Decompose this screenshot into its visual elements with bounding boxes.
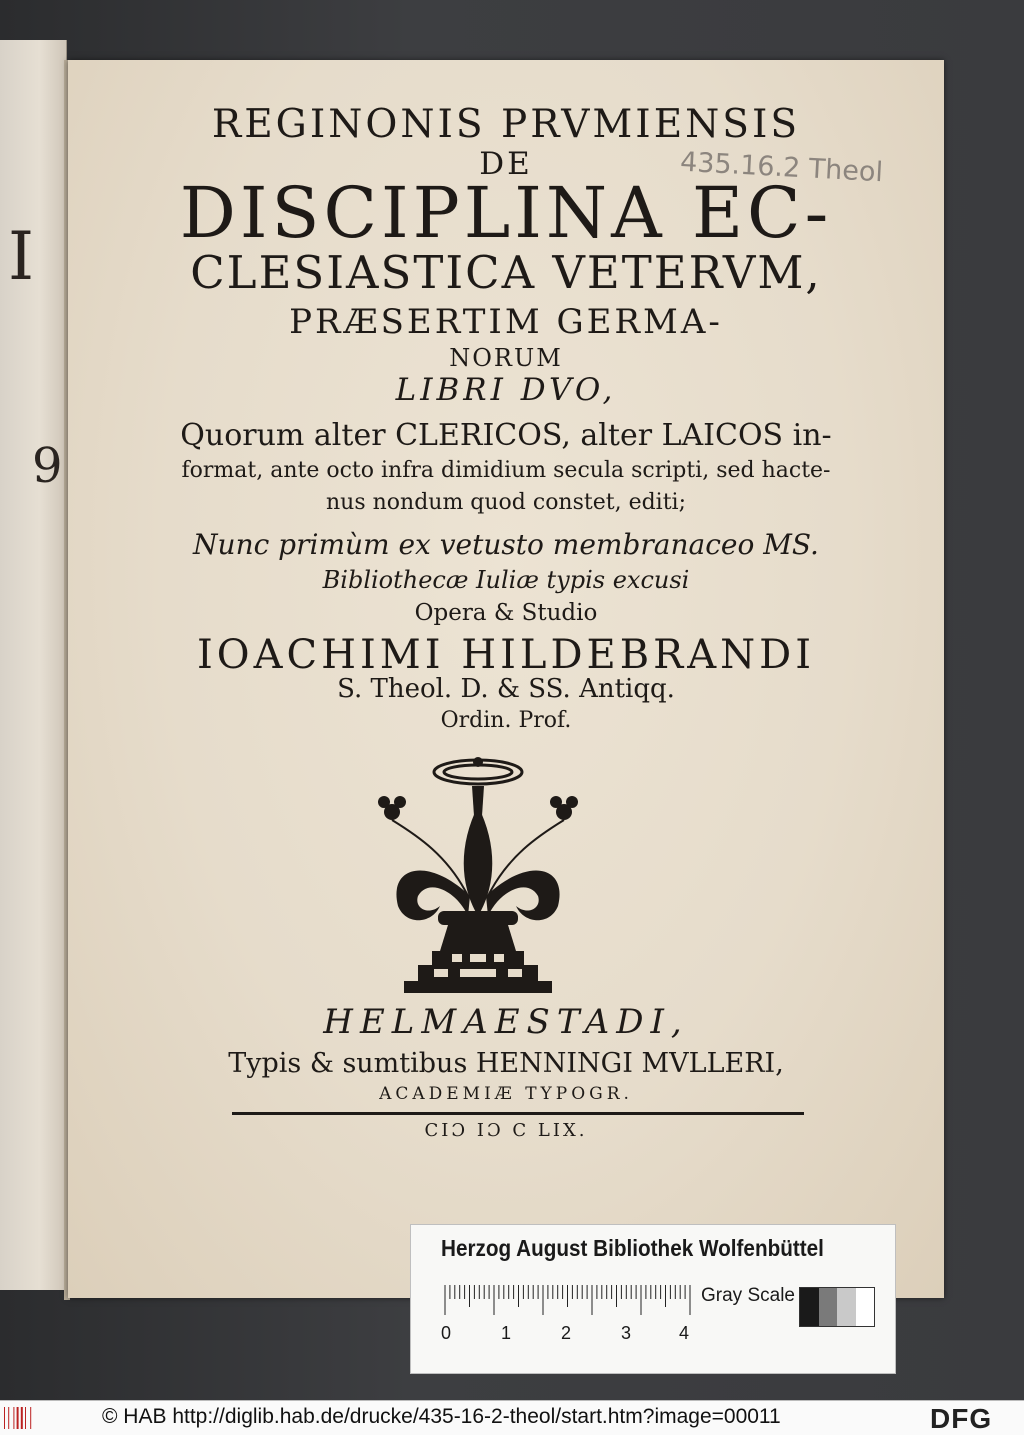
ruler-number: 2 [561, 1323, 572, 1343]
ruler-scale [443, 1283, 693, 1323]
barcode-bar [17, 1407, 19, 1429]
title-page [68, 60, 944, 1298]
description-line-2: format, ante octo infra dimidium secula scripti, sed hacte- [181, 458, 831, 483]
edition-line-2: Bibliothecæ Iuliæ typis excusi [322, 566, 690, 594]
description-line-1: Quorum alter CLERICOS, alter LAICOS in- [180, 418, 832, 453]
imprint-rule [232, 1112, 804, 1115]
editor-title-2: Ordin. Prof. [440, 708, 572, 733]
ruler-number: 4 [679, 1323, 690, 1343]
shelfmark-handwritten: 435.16.2 Theol [679, 146, 884, 189]
ruler-number: 0 [441, 1323, 452, 1343]
facing-page-glyph: 9 [32, 438, 63, 494]
gray-scale-swatch [799, 1287, 875, 1327]
barcode-icon [4, 1407, 36, 1429]
barcode-bar [25, 1407, 26, 1429]
ruler-number: 3 [621, 1323, 632, 1343]
description-line-3: nus nondum quod constet, editi; [325, 490, 687, 515]
imprint-place: HELMAESTADI, [323, 1002, 689, 1042]
gray-patch [856, 1288, 875, 1326]
barcode-bar [4, 1407, 5, 1429]
dfg-logo: DFG [930, 1403, 993, 1434]
barcode-bar [8, 1407, 9, 1429]
editor-name: IOACHIMI HILDEBRANDI [196, 632, 816, 678]
gray-scale-label: Gray Scale [701, 1285, 795, 1306]
title-main: DISCIPLINA EC- [179, 172, 833, 254]
imprint-role: ACADEMIÆ TYPOGR. [379, 1084, 633, 1104]
imprint-date: CIƆ IƆ C LIX. [424, 1120, 588, 1141]
barcode-bar [30, 1407, 31, 1429]
printers-device-ornament [348, 746, 608, 996]
color-calibration-strip [410, 1224, 896, 1374]
copyright-url[interactable]: © HAB http://diglib.hab.de/drucke/435-16-2-theol/start.htm?image=00011 [102, 1405, 781, 1428]
imprint-printer: Typis & sumtibus HENNINGI MVLLERI, [228, 1048, 784, 1079]
author-line: REGINONIS PRVMIENSIS [211, 102, 801, 147]
books-count-line: LIBRI DVO, [395, 372, 617, 408]
editor-intro: Opera & Studio [414, 600, 598, 626]
gray-patch [837, 1288, 856, 1326]
gray-patch [800, 1288, 819, 1326]
title-preposition: DE [479, 146, 533, 182]
gray-patch [819, 1288, 838, 1326]
title-line-2: CLESIASTICA VETERVM, [190, 246, 822, 299]
library-name: Herzog August Bibliothek Wolfenbüttel [441, 1235, 824, 1261]
title-line-4: NORUM [449, 344, 563, 372]
title-line-3: PRÆSERTIM GERMA- [289, 302, 723, 342]
ruler-number: 1 [501, 1323, 512, 1343]
footer-bar [0, 1400, 1024, 1435]
barcode-bar [21, 1407, 23, 1429]
editor-title-1: S. Theol. D. & SS. Antiqq. [337, 674, 675, 704]
edition-line-1: Nunc primùm ex vetusto membranaceo MS. [193, 528, 819, 561]
facing-page-edge [0, 40, 67, 1290]
barcode-bar [13, 1407, 14, 1429]
facing-page-glyph: I [8, 218, 35, 295]
